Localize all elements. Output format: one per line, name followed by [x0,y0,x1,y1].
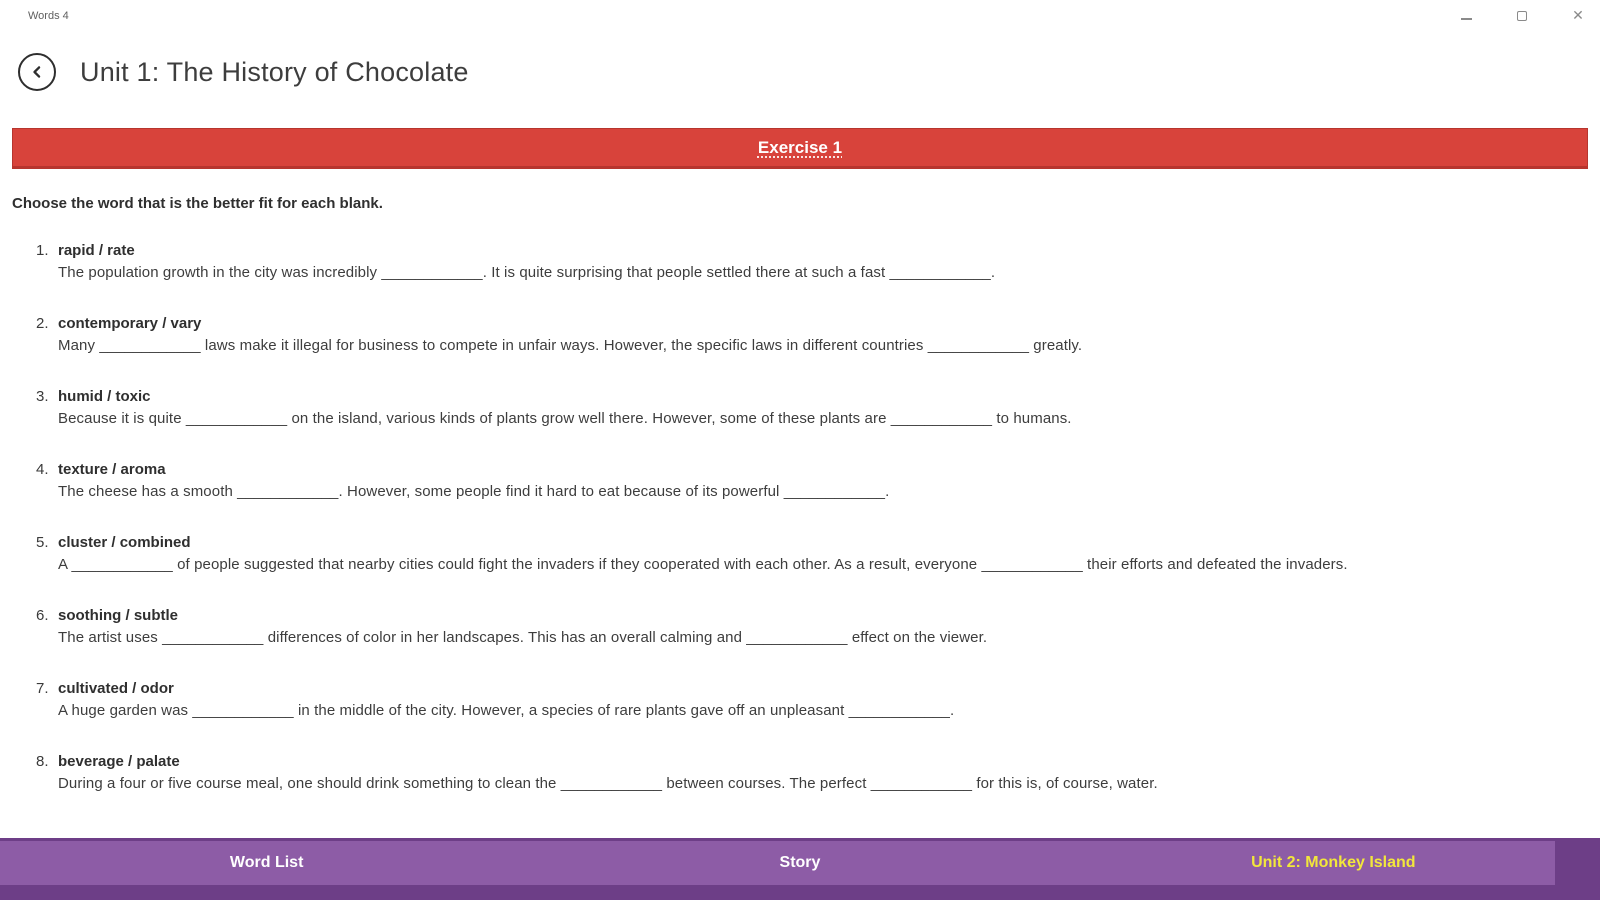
item-word-pair: texture / aroma [58,461,166,478]
item-word-pair: soothing / subtle [58,607,178,624]
footer-word-list-button[interactable] [0,841,533,885]
item-number: 3. [36,388,49,405]
item-word-pair: beverage / palate [58,753,180,770]
item-number: 4. [36,461,49,478]
item-word-pair: contemporary / vary [58,315,202,332]
exercise-item-1 [12,240,1588,284]
exercise-list [12,240,1588,824]
item-number: 7. [36,680,49,697]
exercise-item-4 [12,459,1588,503]
item-word-pair: rapid / rate [58,242,135,259]
maximize-icon [1517,11,1527,21]
item-sentence: Many ____________ laws make it illegal for business to compete in unfair ways. However, the specific laws in different countries ____________ greatly. [58,337,1083,354]
footer-story-label: Story [779,854,821,871]
exercise-banner[interactable] [12,128,1588,169]
footer-unit2-button[interactable] [1067,841,1600,885]
item-sentence: The cheese has a smooth ____________. However, some people find it hard to eat because of its powerful ____________. [58,483,890,500]
item-sentence: The population growth in the city was incredibly ____________. It is quite surprising that people settled there at such a fast ____________. [58,264,996,281]
item-sentence: A ____________ of people suggested that nearby cities could fight the invaders if they cooperated with each other. As a result, everyone ____________ their efforts and defeated the invaders. [58,556,1348,573]
instructions-text: Choose the word that is the better fit for each blank. [12,195,383,212]
chevron-left-icon [27,62,47,82]
footer-word-list-label: Word List [229,854,304,871]
window-controls [1458,8,1586,24]
footer-nav-bar [0,841,1600,885]
item-number: 8. [36,753,49,770]
maximize-button[interactable] [1514,8,1530,24]
item-word-pair: humid / toxic [58,388,151,405]
exercise-item-5 [12,532,1588,576]
exercise-item-3 [12,386,1588,430]
item-word-pair: cluster / combined [58,534,191,551]
page-header [18,50,1582,94]
item-sentence: A huge garden was ____________ in the middle of the city. However, a species of rare plants gave off an unpleasant ____________. [58,702,955,719]
exercise-item-2 [12,313,1588,357]
app-title: Words 4 [28,10,69,22]
item-sentence: During a four or five course meal, one should drink something to clean the ____________ between courses. The perfect ____________ for this is, of course, water. [58,775,1158,792]
item-word-pair: cultivated / odor [58,680,174,697]
item-number: 2. [36,315,49,332]
close-icon: ✕ [1572,8,1584,24]
item-number: 6. [36,607,49,624]
minimize-icon [1461,18,1472,20]
footer-unit2-label: Unit 2: Monkey Island [1251,854,1416,871]
close-button[interactable] [1570,8,1586,24]
item-sentence: The artist uses ____________ differences of color in her landscapes. This has an overall calming and ____________ effect on the viewer. [58,629,988,646]
item-sentence: Because it is quite ____________ on the island, various kinds of plants grow well there. However, some of these plants are ____________ to humans. [58,410,1072,427]
back-button[interactable] [18,53,56,91]
exercise-banner-label: Exercise 1 [757,137,843,157]
item-number: 1. [36,242,49,259]
exercise-item-7 [12,678,1588,722]
exercise-item-6 [12,605,1588,649]
footer-story-button[interactable] [533,841,1066,885]
footer-nav [0,838,1600,900]
minimize-button[interactable] [1458,8,1474,24]
item-number: 5. [36,534,49,551]
exercise-item-8 [12,751,1588,795]
page-title: Unit 1: The History of Chocolate [80,56,469,87]
titlebar [0,0,1600,36]
